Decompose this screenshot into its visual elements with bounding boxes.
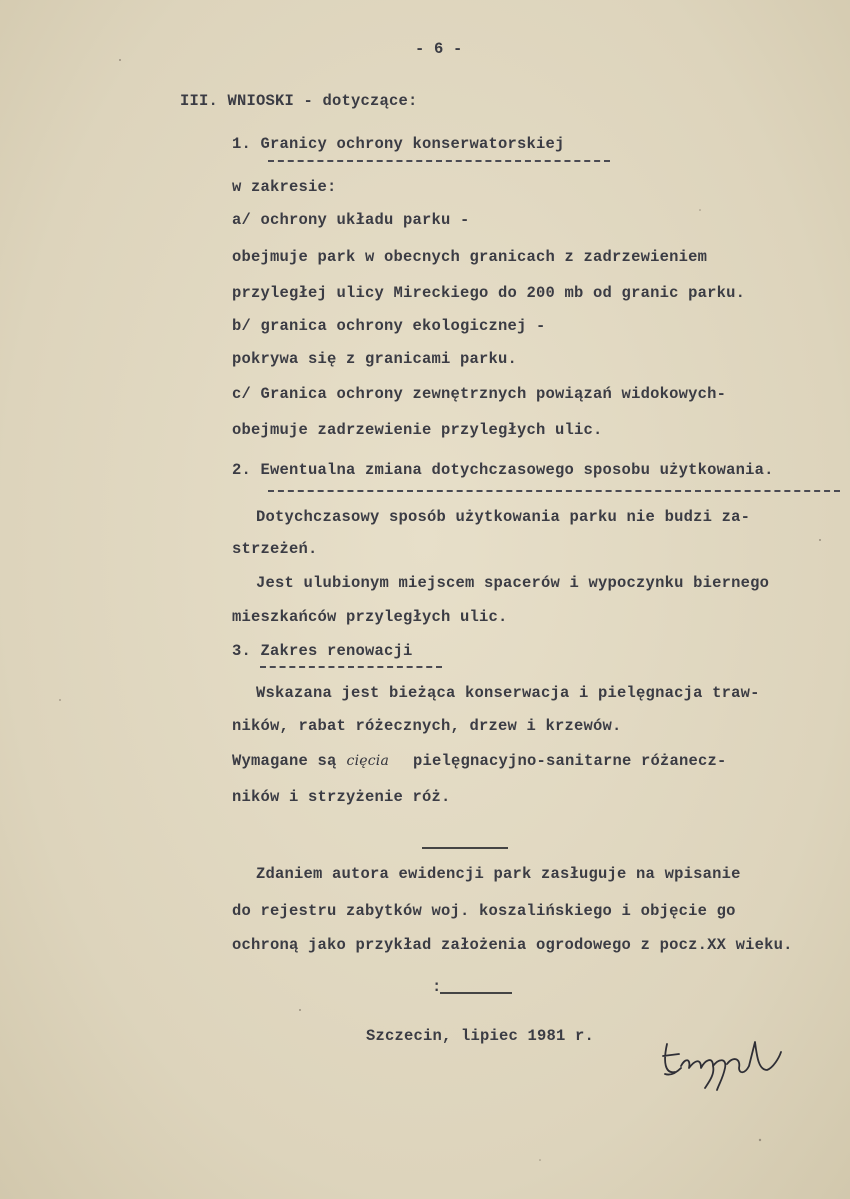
section3-line-3 (232, 752, 727, 770)
section3-line-2: ników, rabat różecznych, drzew i krzewów. (232, 717, 622, 735)
closing-mark: : (432, 978, 442, 996)
section3-line-4: ników i strzyżenie róż. (232, 788, 451, 806)
section-heading: III. WNIOSKI - dotyczące: (180, 92, 418, 110)
conclusion-line-3: ochroną jako przykład założenia ogrodowego z pocz.XX wieku. (232, 936, 793, 954)
conclusion-line-2: do rejestru zabytków woj. koszalińskiego i objęcie go (232, 902, 736, 920)
section1-line-7: c/ Granica ochrony zewnętrznych powiązań widokowych- (232, 385, 727, 403)
section1-title: 1. Granicy ochrony konserwatorskiej (232, 135, 565, 153)
section1-line-4: przyległej ulicy Mireckiego do 200 mb od granic parku. (232, 284, 746, 302)
section1-line-6: pokrywa się z granicami parku. (232, 350, 518, 368)
place-date: Szczecin, lipiec 1981 r. (366, 1027, 595, 1045)
section2-line-1: Dotychczasowy sposób użytkowania parku nie budzi za- (256, 508, 751, 526)
section1-line-5: b/ granica ochrony ekologicznej - (232, 317, 546, 335)
section2-line-4: mieszkańców przyległych ulic. (232, 608, 508, 626)
section1-line-3: obejmuje park w obecnych granicach z zadrzewieniem (232, 248, 708, 266)
section3-line-3-end: pielęgnacyjno-sanitarne różanecz- (413, 752, 727, 770)
section2-underline (268, 490, 840, 492)
section3-line-1: Wskazana jest bieżąca konserwacja i pielęgnacja traw- (256, 684, 760, 702)
section2-line-3: Jest ulubionym miejscem spacerów i wypoczynku biernego (256, 574, 770, 592)
page-number: - 6 - (415, 40, 463, 58)
section2-title: 2. Ewentualna zmiana dotychczasowego sposobu użytkowania. (232, 461, 774, 479)
separator-rule (422, 847, 508, 849)
section3-line-3-start: Wymagane są (232, 752, 337, 770)
section1-underline (268, 160, 610, 162)
section1-line-2: a/ ochrony układu parku - (232, 211, 470, 229)
conclusion-line-1: Zdaniem autora ewidencji park zasługuje na wpisanie (256, 865, 741, 883)
section3-title: 3. Zakres renowacji (232, 642, 413, 660)
section2-line-2: strzeżeń. (232, 540, 318, 558)
section1-line-1: w zakresie: (232, 178, 337, 196)
section3-underline (260, 666, 442, 668)
section1-line-8: obejmuje zadrzewienie przyległych ulic. (232, 421, 603, 439)
handwritten-signature-icon (655, 1022, 805, 1092)
closing-rule (440, 992, 512, 994)
handwritten-insert: cięcia (346, 753, 389, 769)
